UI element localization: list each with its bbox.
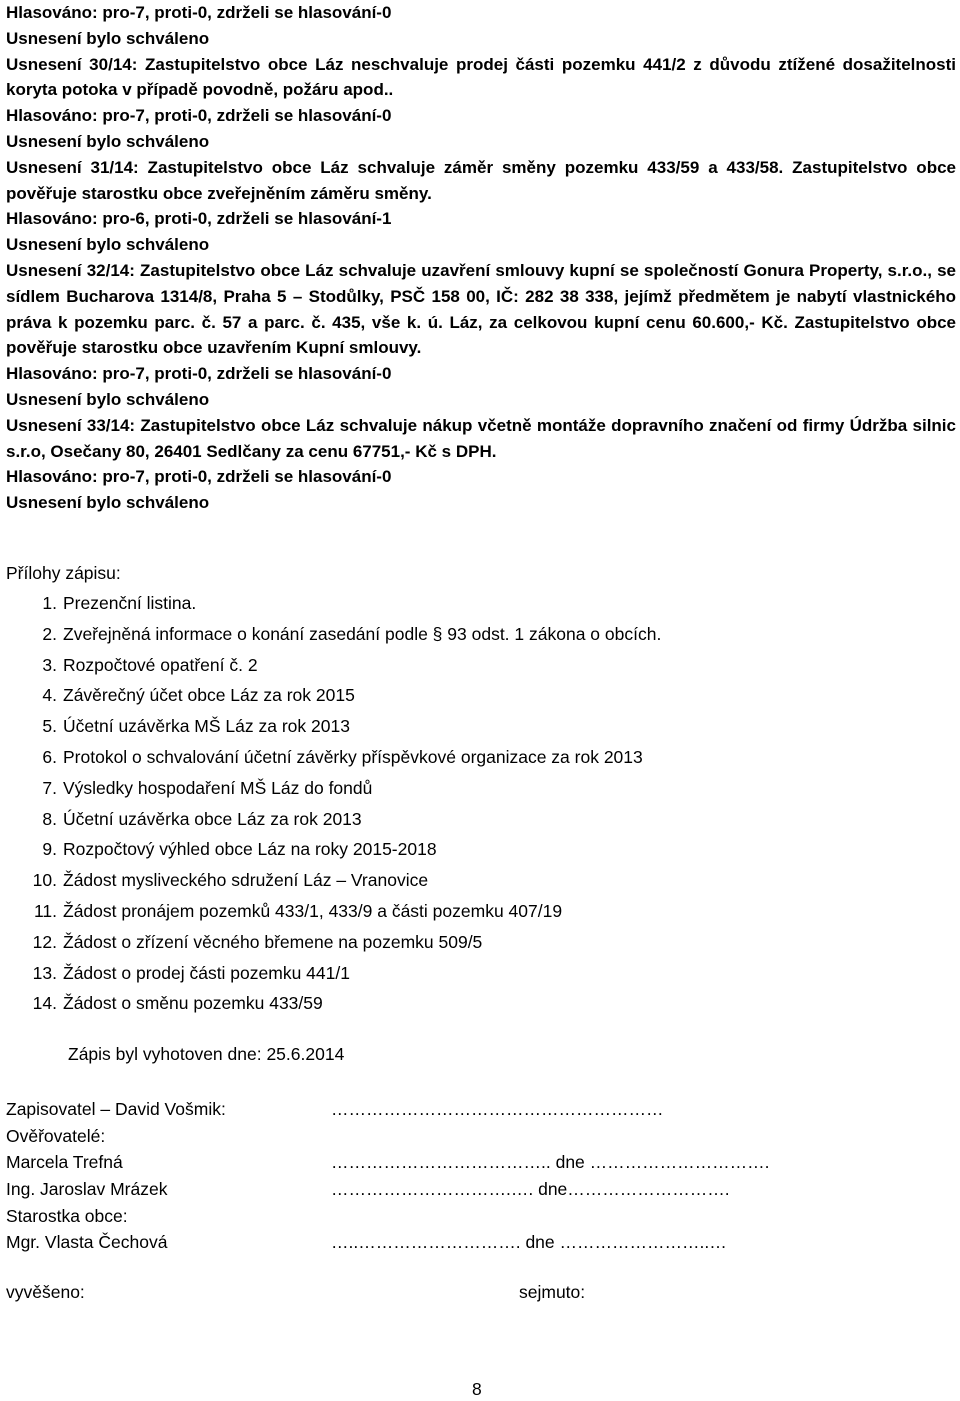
list-item (6, 834, 906, 865)
list-item-number: 4. (42, 685, 57, 706)
posted-label: vyvěšeno: (6, 1282, 85, 1302)
list-item-number: 7. (42, 777, 57, 798)
list-item (6, 773, 906, 804)
list-item-number: 9. (42, 839, 57, 860)
list-item (6, 619, 906, 650)
attachments-section (6, 558, 906, 1019)
resolution-33-result: Usnesení bylo schváleno (6, 493, 210, 513)
list-item-number: 13. (32, 962, 57, 983)
list-item (6, 680, 906, 711)
list-item (6, 804, 906, 835)
list-item-number: 3. (42, 654, 57, 675)
signature-row (6, 1176, 906, 1203)
page-number: 8 (472, 1379, 482, 1399)
vote-line: Hlasováno: pro-7, proti-0, zdrželi se hlasování-0 (6, 3, 392, 22)
list-item (6, 927, 906, 958)
list-item-text: Žádost mysliveckého sdružení Láz – Vranovice (63, 870, 429, 891)
list-item-text: Zveřejněná informace o konání zasedání podle § 93 odst. 1 zákona o obcích. (63, 623, 662, 644)
minutes-date: Zápis byl vyhotoven dne: 25.6.2014 (68, 1044, 345, 1064)
list-item-number: 6. (42, 746, 57, 767)
list-item-text: Rozpočtové opatření č. 2 (63, 654, 258, 675)
signature-line: ………………………………………………… (331, 1099, 664, 1119)
signature-label: Starostka obce: (6, 1205, 128, 1226)
list-item-text: Účetní uzávěrka MŠ Láz za rok 2013 (63, 716, 350, 737)
list-item-number: 14. (32, 993, 57, 1014)
signature-label: Ověřovatelé: (6, 1125, 106, 1146)
resolutions-section (6, 0, 956, 516)
signature-line: ……………………………….. dne …………………………. (331, 1152, 770, 1173)
resolution-31-text: Usnesení 31/14: Zastupitelstvo obce Láz schvaluje záměr směny pozemku 433/59 a 433/58. Zastupitelstvo obce pověřuje starostku obce zveřejněním záměru směny. (6, 157, 956, 203)
list-item-text: Žádost o směnu pozemku 433/59 (63, 993, 323, 1014)
signature-label: Ing. Jaroslav Mrázek (6, 1179, 168, 1200)
resolution-30-vote: Hlasováno: pro-7, proti-0, zdrželi se hlasování-0 (6, 106, 392, 126)
list-item-number: 5. (42, 716, 57, 737)
list-item-text: Závěrečný účet obce Láz za rok 2015 (63, 685, 355, 706)
signature-row (6, 1096, 906, 1123)
signature-line: ………………………….…. dne………………………. (331, 1179, 730, 1200)
list-item (6, 711, 906, 742)
signature-row (6, 1123, 906, 1150)
signature-label: Marcela Trefná (6, 1152, 123, 1173)
list-item-text: Protokol o schvalování účetní závěrky příspěvkové organizace za rok 2013 (63, 746, 643, 767)
signature-row (6, 1203, 906, 1230)
resolution-31-vote: Hlasováno: pro-6, proti-0, zdrželi se hlasování-1 (6, 209, 392, 229)
resolution-30-text: Usnesení 30/14: Zastupitelstvo obce Láz neschvaluje prodej části pozemku 441/2 z důvodu ztížené dosažitelnosti koryta potoka v případě povodně, požáru apod.. (6, 54, 956, 100)
signature-row (6, 1149, 906, 1176)
list-item-number: 12. (32, 931, 57, 952)
list-item-text: Žádost pronájem pozemků 433/1, 433/9 a části pozemku 407/19 (63, 900, 563, 921)
signature-row (6, 1229, 906, 1256)
resolution-30-result: Usnesení bylo schváleno (6, 131, 210, 151)
list-item-number: 10. (32, 870, 57, 891)
resolution-32-vote: Hlasováno: pro-7, proti-0, zdrželi se hlasování-0 (6, 364, 392, 384)
signature-line: …..………………………. dne ……………………..… (331, 1232, 727, 1253)
signature-label: Mgr. Vlasta Čechová (6, 1232, 168, 1253)
resolution-33-vote: Hlasováno: pro-7, proti-0, zdrželi se hlasování-0 (6, 467, 392, 487)
attachments-title: Přílohy zápisu: (6, 563, 121, 583)
list-item-number: 8. (42, 808, 57, 829)
resolution-33-text: Usnesení 33/14: Zastupitelstvo obce Láz schvaluje nákup včetně montáže dopravního značení od firmy Údržba silnic s.r.o, Osečany 80, 26401 Sedlčany za cenu 67751,- Kč s DPH. (6, 415, 956, 461)
list-item-text: Prezenční listina. (63, 593, 197, 613)
list-item-number: 2. (42, 623, 57, 644)
attachments-list (6, 588, 906, 1019)
resolution-31-result: Usnesení bylo schváleno (6, 235, 210, 255)
list-item (6, 988, 906, 1019)
list-item (6, 958, 906, 989)
list-item (6, 742, 906, 773)
resolution-32-text: Usnesení 32/14: Zastupitelstvo obce Láz schvaluje uzavření smlouvy kupní se společností Gonura Property, s.r.o., se sídlem Bucharova 1314/8, Praha 5 – Stodůlky, PSČ 158 00, IČ: 282 38 338, jejímž předmětem je nabytí vlastnického práva k pozemku parc. č. 57 a parc. č. 435, vše k. ú. Láz, za celkovou kupní cenu 60.600,- Kč. Zastupitelstvo obce pověřuje starostku obce uzavřením Kupní smlouvy. (6, 260, 956, 358)
list-item-number: 1. (42, 593, 57, 613)
signatures-section (6, 1096, 906, 1256)
list-item-text: Žádost o zřízení věcného břemene na pozemku 509/5 (63, 931, 483, 952)
list-item (6, 650, 906, 681)
list-item (6, 865, 906, 896)
signature-label: Zapisovatel – David Vošmik: (6, 1099, 226, 1119)
resolution-32-result: Usnesení bylo schváleno (6, 389, 210, 409)
list-item-text: Účetní uzávěrka obce Láz za rok 2013 (63, 808, 362, 829)
removed-label: sejmuto: (519, 1282, 586, 1302)
result-line: Usnesení bylo schváleno (6, 28, 210, 48)
list-item-number: 11. (33, 900, 57, 921)
list-item-text: Žádost o prodej části pozemku 441/1 (63, 962, 350, 983)
list-item (6, 896, 906, 927)
list-item-text: Výsledky hospodaření MŠ Láz do fondů (63, 777, 373, 798)
list-item-text: Rozpočtový výhled obce Láz na roky 2015-2018 (63, 839, 437, 860)
list-item (6, 588, 906, 619)
